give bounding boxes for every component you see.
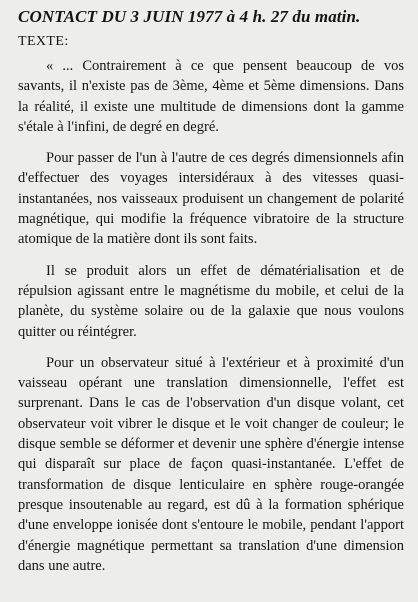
contact-heading: CONTACT DU 3 JUIN 1977 à 4 h. 27 du matin. <box>18 7 361 26</box>
paragraph-3: Il se produit alors un effet de dématérialisation et de répulsion agissant entre le magnétisme du mobile, et celui de la planète, du système solaire ou de la galaxie que nous voulons quitter ou réintégrer. <box>18 262 404 340</box>
paragraph-4: Pour un observateur situé à l'extérieur et à proximité d'un vaisseau opérant une translation dimensionnelle, l'effet est surprenant. Dans le cas de l'observation d'un disque volant, cet observateur voit vibrer le disque et le voit changer de couleur; le disque semble se déformer et devenir une sphère d'énergie intense qui disparaît sur place de façon quasi-instantanée. L'effet de transformation de disque lenticulaire en sphère rouge-orangée presque insoutenable au regard, est dû à la formation sphérique d'une enveloppe ionisée dont s'entoure le mobile, pendant l'apport d'énergie magnétique permettant sa translation d'une dimension dans une autre. <box>18 354 404 574</box>
paragraph-2: Pour passer de l'un à l'autre de ces degrés dimensionnels afin d'effectuer des voyages intersidéraux à des vitesses quasi-instantanées, nos vaisseaux produisent un changement de polarité magnétique, qui modifie la fréquence vibratoire de la structure atomique de la matière dont ils sont faits. <box>18 150 404 248</box>
paragraph-1: « ... Contrairement à ce que pensent beaucoup de vos savants, il n'existe pas de 3ème, 4ème et 5ème dimensions. Dans la réalité, il existe une multitude de dimensions dont la gamme s'étale à l'infini, de degré en degré. <box>18 58 404 135</box>
text-label: TEXTE: <box>18 34 69 49</box>
text-body <box>18 56 404 576</box>
